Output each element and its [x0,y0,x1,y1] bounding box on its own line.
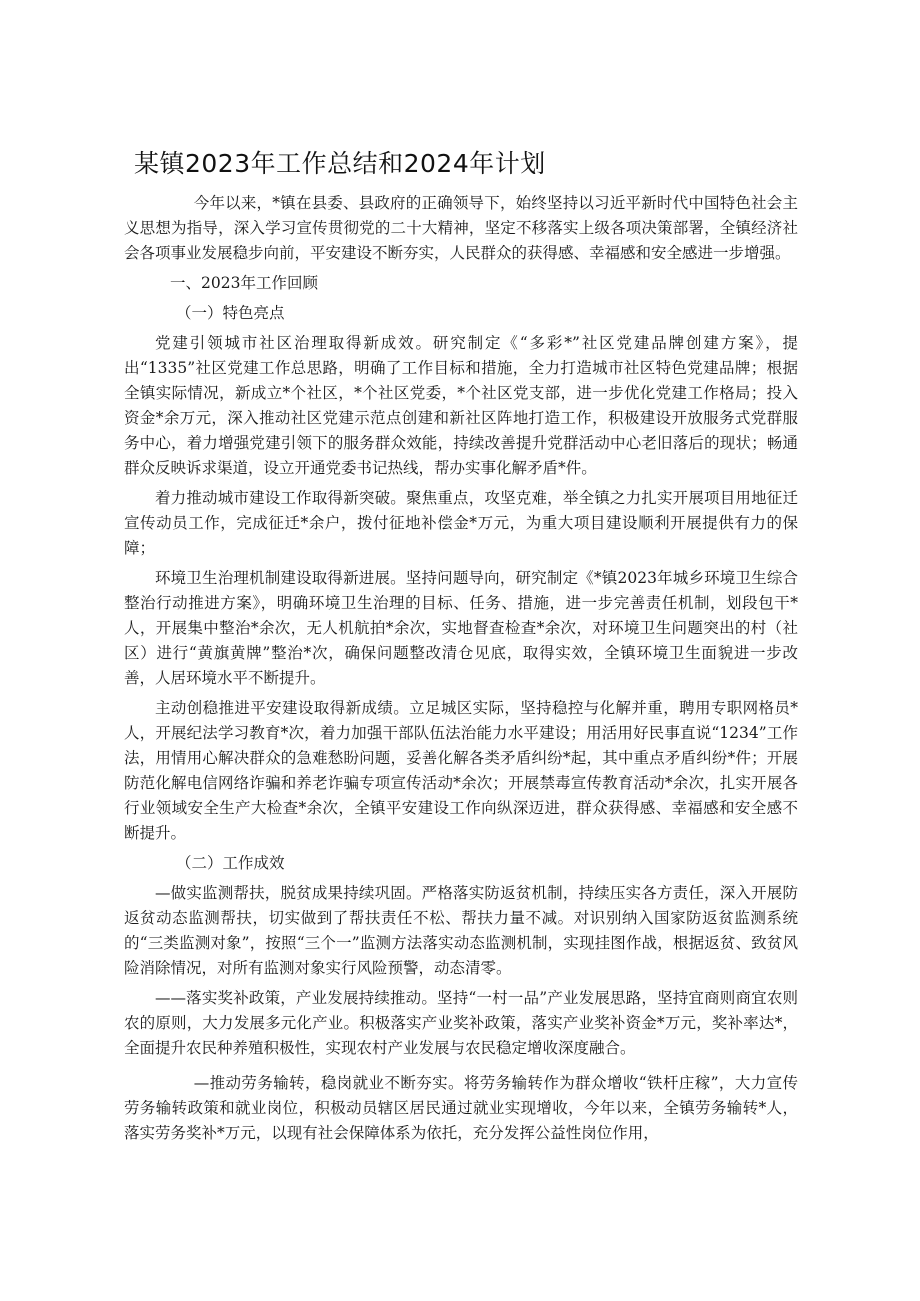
section-heading-review: 一、2023年工作回顾 [170,274,318,292]
document-title: 某镇2023年工作总结和2024年计划 [134,149,546,178]
paragraph-labor-transfer: —推动劳务输转，稳岗就业不断夯实。将劳务输转作为群众增收“铁杆庄稼”，大力宣传劳务输转政策和就业岗位，积极动员辖区居民通过就业实现增收，今年以来，全镇劳务输转*人，落实劳务奖补*万元，以现有社会保障体系为依托，充分发挥公益性岗位作用， [124,1074,798,1142]
paragraph-poverty-monitoring: —做实监测帮扶，脱贫成果持续巩固。严格落实防返贫机制，持续压实各方责任，深入开展防返贫动态监测帮扶，切实做到了帮扶责任不松、帮扶力量不减。对识别纳入国家防返贫监测系统的“三类监测对象”，按照“三个一”监测方法落实动态监测机制，实现挂图作战，根据返贫、致贫风险消除情况，对所有监测对象实行风险预警，动态清零。 [124,884,798,977]
paragraph-industry-subsidy: ——落实奖补政策，产业发展持续推动。坚持“一村一品”产业发展思路，坚持宜商则商宜农则农的原则，大力发展多元化产业。积极落实产业奖补政策，落实产业奖补资金*万元，奖补率达*，全面提升农民种养殖积极性，实现农村产业发展与农民稳定增收深度融合。 [124,989,798,1057]
paragraph-urban-construction: 着力推动城市建设工作取得新突破。聚焦重点，攻坚克难，举全镇之力扎实开展项目用地征迁宣传动员工作，完成征迁*余户，拨付征地补偿金*万元，为重大项目建设顺利开展提供有力的保障； [124,489,798,557]
paragraph-party-building: 党建引领城市社区治理取得新成效。研究制定《“多彩*”社区党建品牌创建方案》，提出“1335”社区党建工作总思路，明确了工作目标和措施，全力打造城市社区特色党建品牌；根据全镇实际情况，新成立*个社区，*个社区党委，*个社区党支部，进一步优化党建工作格局；投入资金*余万元，深入推动社区党建示范点创建和新社区阵地打造工作，积极建设开放服务式党群服务中心，着力增强党建引领下的服务群众效能，持续改善提升党群活动中心老旧落后的现状；畅通群众反映诉求渠道，设立开通党委书记热线，帮办实事化解矛盾*件。 [124,334,798,477]
paragraph-public-safety: 主动创稳推进平安建设取得新成绩。立足城区实际，坚持稳控与化解并重，聘用专职网格员*人，开展纪法学习教育*次，着力加强干部队伍法治能力水平建设；用活用好民事直说“1234”工作法，用情用心解决群众的急难愁盼问题，妥善化解各类矛盾纠纷*起，其中重点矛盾纠纷*件；开展防范化解电信网络诈骗和养老诈骗专项宣传活动*余次；开展禁毒宣传教育活动*余次，扎实开展各行业领域安全生产大检查*余次，全镇平安建设工作向纵深迈进，群众获得感、幸福感和安全感不断提升。 [124,699,798,842]
document-body [124,191,798,1151]
paragraph-environment: 环境卫生治理机制建设取得新进展。坚持问题导向，研究制定《*镇2023年城乡环境卫生综合整治行动推进方案》，明确环境卫生治理的目标、任务、措施，进一步完善责任机制，划段包干*人，开展集中整治*余次，无人机航拍*余次，实地督查检查*余次，对环境卫生问题突出的村（社区）进行“黄旗黄牌”整治*次，确保问题整改清仓见底，取得实效，全镇环境卫生面貌进一步改善，人居环境水平不断提升。 [124,569,798,687]
intro-paragraph: 今年以来，*镇在县委、县政府的正确领导下，始终坚持以习近平新时代中国特色社会主义思想为指导，深入学习宣传贯彻党的二十大精神，坚定不移落实上级各项决策部署，全镇经济社会各项事业发展稳步向前，平安建设不断夯实，人民群众的获得感、幸福感和安全感进一步增强。 [124,194,798,262]
subsection-heading-results: （二）工作成效 [176,854,285,872]
subsection-heading-highlights: （一）特色亮点 [176,304,285,322]
